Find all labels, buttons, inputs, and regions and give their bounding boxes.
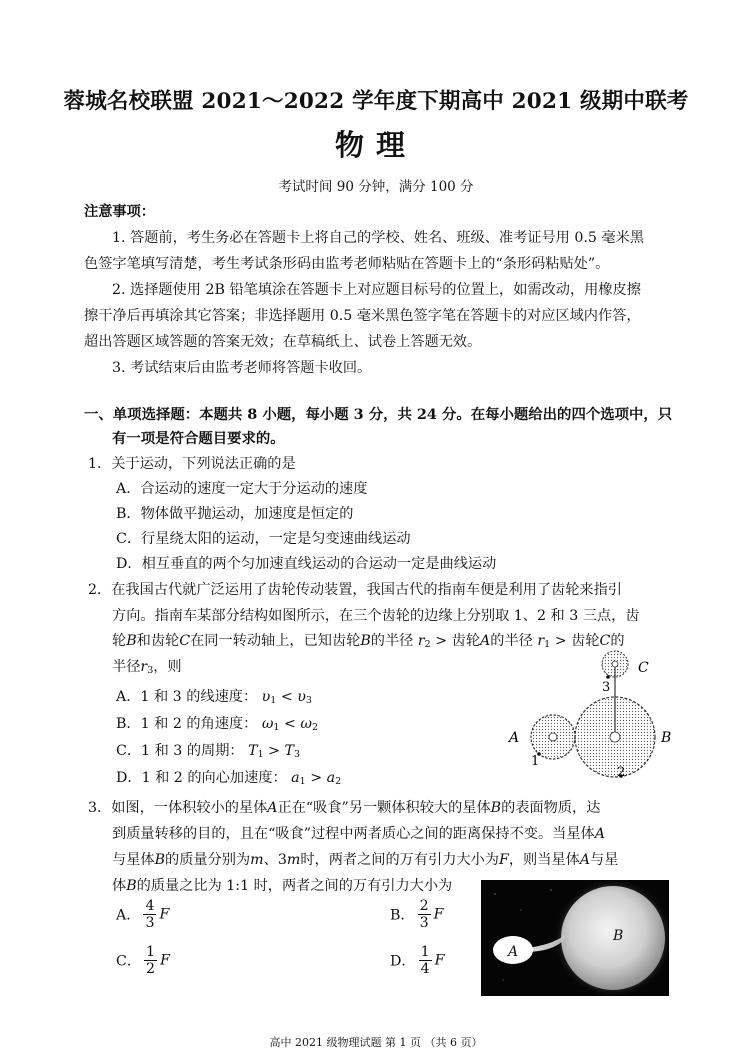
q1-stem: 1．关于运动，下列说法正确的是 xyxy=(88,456,296,472)
subject-title: 物理 xyxy=(334,128,417,162)
gear-b-label: B xyxy=(661,730,672,746)
q2-line-3: 轮B和齿轮C在同一转动轴上，已知齿轮B的半径 $r_2$ > 齿轮A的半径 $r_1$ > 齿轮C的 xyxy=(112,633,625,650)
q1-option-d: D．相互垂直的两个匀加速直线运动的合运动一定是曲线运动 xyxy=(116,556,497,572)
q3-line-2: 到质量转移的目的，且在“吸食”过程中两者质心之间的距离保持不变。当星体A xyxy=(112,826,605,842)
q3-option-a: A． $\frac{4}{3}$ F xyxy=(116,898,170,931)
q2-option-d: D．1 和 2 的向心加速度： $a_1 > a_2$ xyxy=(116,770,342,787)
star-image xyxy=(481,880,669,996)
q2-option-a: A．1 和 3 的线速度： $\upsilon_1 < \upsilon_3$ xyxy=(116,689,312,706)
q2-line-1: 2．在我国古代就广泛运用了齿轮传动装置，我国古代的指南车便是利用了齿轮来指引 xyxy=(88,582,622,598)
q2-line-2: 方向。指南车某部分结构如图所示，在三个齿轮的边缘上分别取 1、2 和 3 三点，齿 xyxy=(112,608,640,624)
q1-option-c: C．行星绕太阳的运动，一定是匀变速曲线运动 xyxy=(116,531,411,547)
notice-item-2-line-2: 擦干净后再填涂其它答案；非选择题用 0.5 毫米黑色签字笔在答题卡的对应区域内作答， xyxy=(84,308,641,324)
q1-option-a: A．合运动的速度一定大于分运动的速度 xyxy=(116,481,368,497)
star-b-label: B xyxy=(613,928,624,944)
notice-heading: 注意事项： xyxy=(84,204,155,220)
q3-line-1: 3．如图，一体积较小的星体A正在“吸食”另一颗体积较大的星体B的表面物质，达 xyxy=(88,800,601,816)
section-heading-line-1: 一、单项选择题：本题共 8 小题，每小题 3 分，共 24 分。在每小题给出的四个选项中，只 xyxy=(84,406,673,423)
q1-option-b: B．物体做平抛运动，加速度是恒定的 xyxy=(116,506,354,522)
q2-option-c: C．1 和 3 的周期： $T_1 > T_3$ xyxy=(116,743,301,760)
gear-a-label: A xyxy=(509,730,520,746)
point-2-label: 2 xyxy=(617,765,626,780)
notice-item-3: 3. 考试结束后由监考老师将答题卡收回。 xyxy=(112,360,372,376)
star-a-label: A xyxy=(508,944,519,960)
notice-item-2-line-1: 2. 选择题使用 2B 铅笔填涂在答题卡上对应题目标号的位置上，如需改动，用橡皮擦 xyxy=(112,282,641,298)
gear-b xyxy=(575,697,655,777)
q3-option-c: C． $\frac{1}{2}$ F xyxy=(116,944,170,977)
gear-c-label: C xyxy=(638,660,649,676)
q3-option-d: D． $\frac{1}{4}$ F xyxy=(390,944,445,977)
notice-item-1-line-1: 1. 答题前，考生务必在答题卡上将自己的学校、姓名、班级、准考证号用 0.5 毫米黑 xyxy=(112,230,645,246)
exam-title: 蓉城名校联盟 2021～2022 学年度下期高中 2021 级期中联考 xyxy=(63,89,689,114)
section-heading-line-2: 有一项是符合题目要求的。 xyxy=(112,430,285,447)
q3-line-3: 与星体B的质量分别为m、3m时，两者之间的万有引力大小为F，则当星体A与星 xyxy=(112,852,619,868)
notice-item-2-line-3: 超出答题区域答题的答案无效；在草稿纸上、试卷上答题无效。 xyxy=(84,334,482,350)
notice-item-1-line-2: 色签字笔填写清楚，考生考试条形码由监考老师粘贴在答题卡上的“条形码粘贴处”。 xyxy=(84,256,610,272)
q2-option-b: B．1 和 2 的角速度： $\omega_1 < \omega_2$ xyxy=(116,716,319,733)
page-footer: 高中 2021 级物理试题 第 1 页 （共 6 页） xyxy=(269,1036,483,1049)
q2-line-4: 半径$r_3$，则 xyxy=(112,659,182,676)
q3-option-b: B． $\frac{2}{3}$ F xyxy=(390,898,444,931)
gear-diagram xyxy=(505,650,685,780)
q3-line-4: 体B的质量之比为 1:1 时，两者之间的万有引力大小为 xyxy=(112,878,453,894)
point-1-label: 1 xyxy=(531,754,540,769)
exam-info: 考试时间 90 分钟，满分 100 分 xyxy=(278,179,474,195)
point-3-label: 3 xyxy=(602,680,611,695)
gear-a xyxy=(531,715,575,759)
